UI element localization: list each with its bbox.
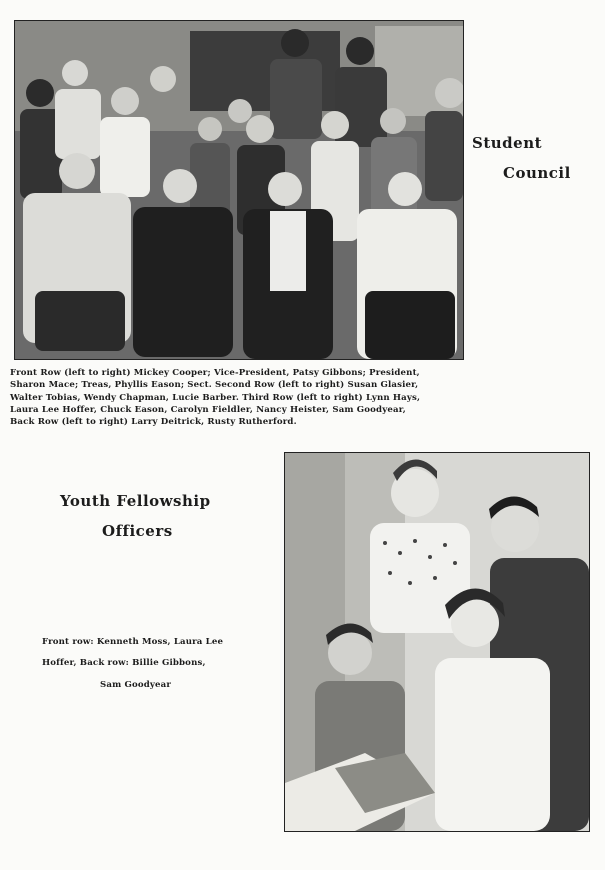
student-council-caption-line: Walter Tobias, Wendy Chapman, Lucie Barber. Third Row (left to right) Lynn Hays, (10, 392, 421, 403)
student-council-caption-line: Laura Lee Hoffer, Chuck Eason, Carolyn Fieldler, Nancy Heister, Sam Goodyear, (10, 404, 406, 415)
youth-fellowship-caption-line: Hoffer, Back row: Billie Gibbons, (42, 658, 206, 669)
youth-fellowship-heading-line-1: Youth Fellowship (60, 492, 211, 510)
student-council-caption (10, 367, 465, 428)
youth-fellowship-caption-line: Front row: Kenneth Moss, Laura Lee (42, 637, 224, 647)
youth-fellowship-heading-line-2: Officers (102, 522, 173, 540)
youth-fellowship-caption-line: Sam Goodyear (100, 679, 172, 690)
youth-fellowship-caption (42, 636, 223, 700)
student-council-heading-line-1: Student (472, 134, 543, 152)
student-council-heading-line-2: Council (503, 164, 571, 182)
student-council-photo (14, 20, 464, 360)
student-council-caption-line: Sharon Mace; Treas, Phyllis Eason; Sect. Second Row (left to right) Susan Glasier, (10, 380, 419, 391)
student-council-caption-line: Back Row (left to right) Larry Deitrick, Rusty Rutherford. (10, 417, 297, 428)
student-council-caption-line: Front Row (left to right) Mickey Cooper; Vice-President, Patsy Gibbons; President, (10, 368, 420, 378)
youth-fellowship-photo-art (285, 453, 589, 831)
student-council-photo-art (15, 21, 463, 359)
youth-fellowship-photo (284, 452, 590, 832)
